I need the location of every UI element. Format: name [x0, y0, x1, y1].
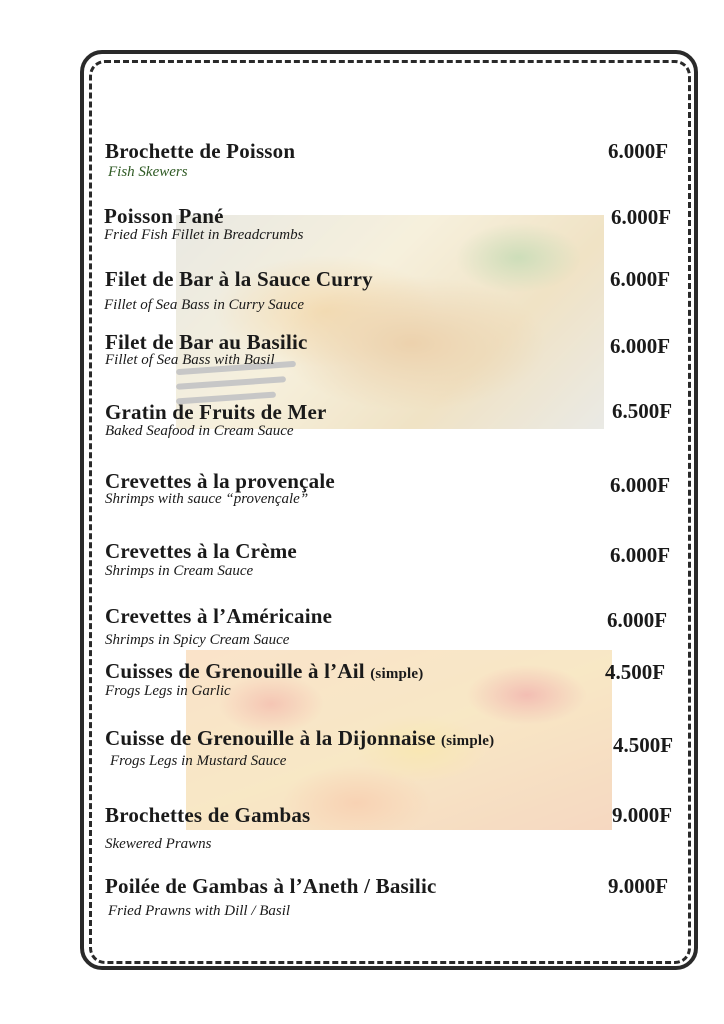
dish-name: Gratin de Fruits de Mer: [105, 400, 327, 424]
dish-description: Baked Seafood in Cream Sauce: [105, 423, 294, 439]
dish-price: 6.000F: [610, 473, 671, 497]
dish-description: Shrimps with sauce “provençale”: [105, 491, 309, 507]
dish-description: Frogs Legs in Mustard Sauce: [110, 753, 287, 769]
dish-price: 6.500F: [612, 399, 673, 423]
dish-price: 6.000F: [611, 205, 672, 229]
dish-name: Filet de Bar au Basilic: [105, 330, 308, 354]
dish-description: Fillet of Sea Bass with Basil: [105, 352, 275, 368]
dish-name: Crevettes à la provençale: [105, 469, 335, 493]
dish-name: Crevettes à la Crème: [105, 539, 297, 563]
dish-description: Skewered Prawns: [105, 836, 212, 852]
dish-name: Filet de Bar à la Sauce Curry: [105, 267, 373, 291]
dish-price: 6.000F: [607, 608, 668, 632]
dish-description: Frogs Legs in Garlic: [105, 683, 231, 699]
fish-dish-background-photo: [176, 215, 604, 429]
dish-description: Shrimps in Cream Sauce: [105, 563, 254, 579]
dish-description: Fried Prawns with Dill / Basil: [108, 903, 291, 919]
dish-description: Fillet of Sea Bass in Curry Sauce: [104, 297, 304, 313]
dish-price: 4.500F: [613, 733, 674, 757]
dish-price: 4.500F: [605, 660, 666, 684]
dish-price: 6.000F: [610, 334, 671, 358]
dish-price: 9.000F: [612, 803, 673, 827]
dish-qualifier: (simple): [370, 666, 424, 682]
dish-qualifier: (simple): [441, 733, 495, 749]
dish-name: Cuisses de Grenouille à l’Ail (simple): [105, 659, 424, 683]
dish-price: 6.000F: [610, 267, 671, 291]
dish-description: Fried Fish Fillet in Breadcrumbs: [104, 227, 304, 243]
dish-name: Poilée de Gambas à l’Aneth / Basilic: [105, 874, 437, 898]
dish-name: Brochette de Poisson: [105, 139, 296, 163]
dish-name: Cuisse de Grenouille à la Dijonnaise (simple): [105, 726, 495, 750]
dish-price: 6.000F: [608, 139, 669, 163]
dish-name: Brochettes de Gambas: [105, 803, 311, 827]
dish-price: 9.000F: [608, 874, 669, 898]
dish-description: Shrimps in Spicy Cream Sauce: [105, 632, 290, 648]
dish-name: Crevettes à l’Américaine: [105, 604, 333, 628]
dish-name: Poisson Pané: [104, 204, 224, 228]
dish-description: Fish Skewers: [108, 164, 188, 180]
dish-price: 6.000F: [610, 543, 671, 567]
